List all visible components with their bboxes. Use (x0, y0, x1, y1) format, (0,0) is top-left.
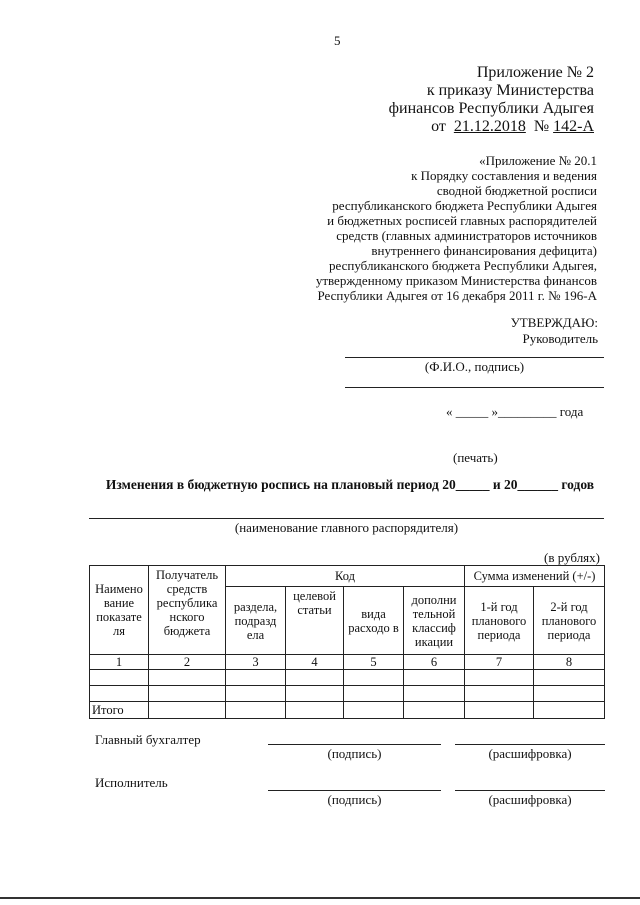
column-numbers-row (90, 655, 605, 670)
header-line-3: финансов Республики Адыгея (388, 100, 594, 117)
document-title: Изменения в бюджетную роспись на плановый период 20_____ и 20______ годов (105, 477, 595, 492)
column-number: 1 (90, 655, 149, 670)
changes-table (89, 565, 605, 719)
header-recipient: Получатель средств республика нского бюджета (149, 566, 226, 655)
table-row (90, 670, 605, 686)
fio-caption: (Ф.И.О., подпись) (424, 359, 525, 374)
executor-label: Исполнитель (95, 775, 168, 790)
scan-edge-line (0, 897, 640, 899)
appendix-line: сводной бюджетной росписи (436, 183, 597, 198)
executor-signature-line (268, 790, 441, 791)
empty-cell (344, 670, 404, 686)
total-label: Итого (90, 702, 149, 719)
empty-cell (534, 686, 605, 702)
appendix-line: и бюджетных росписей главных распорядителей (327, 213, 597, 228)
column-number: 4 (286, 655, 344, 670)
empty-cell (226, 670, 286, 686)
header-section: раздела, подразд ела (226, 587, 286, 655)
header-date-line (431, 118, 594, 136)
appendix-line: утвержденному приказом Министерства финансов (315, 273, 597, 288)
table-row (90, 686, 605, 702)
empty-cell (534, 702, 605, 719)
approval-date-line: « _____ »_________ года (446, 404, 584, 419)
total-row (90, 702, 605, 719)
column-number: 5 (344, 655, 404, 670)
empty-cell (149, 702, 226, 719)
header-target: целевой статьи (286, 587, 344, 655)
empty-cell (226, 702, 286, 719)
appendix-line: республиканского бюджета Республики Адыгея (332, 198, 597, 213)
header-extra-class: дополни тельной классиф икации (404, 587, 465, 655)
chief-decode-line (455, 744, 605, 745)
empty-cell (149, 686, 226, 702)
empty-cell (90, 670, 149, 686)
chief-signature-caption: (подпись) (327, 746, 382, 761)
empty-cell (404, 670, 465, 686)
empty-cell (226, 686, 286, 702)
column-number: 3 (226, 655, 286, 670)
empty-cell (149, 670, 226, 686)
header-expense-type: вида расходо в (344, 587, 404, 655)
appendix-line: Республики Адыгея от 16 декабря 2011 г. № 196-А (317, 288, 597, 303)
header-line-2: к приказу Министерства (426, 82, 594, 99)
column-number: 8 (534, 655, 605, 670)
header-name: Наимено вание показате ля (90, 566, 149, 655)
approval-role: Руководитель (522, 331, 598, 346)
empty-cell (404, 702, 465, 719)
empty-cell (404, 686, 465, 702)
manager-caption: (наименование главного распорядителя) (234, 520, 459, 535)
appendix-line: республиканского бюджета Республики Адыгея, (329, 258, 597, 273)
executor-decode-caption: (расшифровка) (488, 792, 572, 807)
column-number: 6 (404, 655, 465, 670)
appendix-line: средств (главных администраторов источников (336, 228, 597, 243)
empty-cell (344, 686, 404, 702)
header-line-1: Приложение № 2 (476, 64, 594, 81)
appendix-line: внутреннего финансирования дефицита) (371, 243, 597, 258)
number-prefix: № (533, 118, 550, 135)
empty-cell (534, 670, 605, 686)
empty-cell (465, 702, 534, 719)
order-number: 142-А (553, 118, 594, 135)
stamp-caption: (печать) (453, 450, 498, 465)
header-code: Код (226, 566, 465, 587)
approval-name-line (345, 357, 604, 358)
executor-decode-line (455, 790, 605, 791)
column-number: 7 (465, 655, 534, 670)
empty-cell (90, 686, 149, 702)
page-number: 5 (334, 33, 341, 48)
manager-name-line (89, 518, 604, 519)
approval-signature-line (345, 387, 604, 388)
chief-decode-caption: (расшифровка) (488, 746, 572, 761)
column-number: 2 (149, 655, 226, 670)
appendix-line: «Приложение № 20.1 (479, 153, 597, 168)
empty-cell (286, 702, 344, 719)
units-label: (в рублях) (544, 550, 600, 565)
date-prefix: от (431, 118, 446, 135)
header-year1: 1-й год планового периода (465, 587, 534, 655)
order-date: 21.12.2018 (453, 118, 526, 135)
header-sum-changes: Сумма изменений (+/-) (465, 566, 605, 587)
chief-accountant-label: Главный бухгалтер (95, 732, 201, 747)
empty-cell (286, 686, 344, 702)
approval-title: УТВЕРЖДАЮ: (510, 315, 598, 330)
empty-cell (465, 686, 534, 702)
empty-cell (344, 702, 404, 719)
empty-cell (286, 670, 344, 686)
chief-signature-line (268, 744, 441, 745)
appendix-line: к Порядку составления и ведения (411, 168, 597, 183)
header-year2: 2-й год планового периода (534, 587, 605, 655)
executor-signature-caption: (подпись) (327, 792, 382, 807)
empty-cell (465, 670, 534, 686)
